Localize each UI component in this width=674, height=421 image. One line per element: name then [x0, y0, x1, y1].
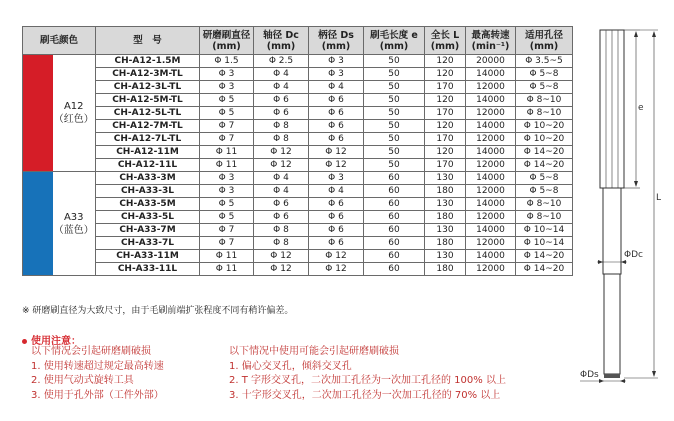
cell-diameter: Φ 7 [200, 133, 254, 146]
cell-model: CH-A33-7M [96, 224, 200, 237]
footnote: ※ 研磨刷直径为大致尺寸，由于毛刷前端扩张程度不同有稍许偏差。 [22, 306, 294, 316]
cell-dc: Φ 4 [254, 81, 309, 94]
cell-dc: Φ 12 [254, 250, 309, 263]
material-name: A12 [63, 101, 84, 112]
cell-hole: Φ 5~8 [516, 185, 573, 198]
cell-ds: Φ 12 [309, 146, 364, 159]
table-body [23, 55, 573, 276]
cell-model: CH-A33-3M [96, 172, 200, 185]
cell-speed: 14000 [466, 146, 516, 159]
table-row [23, 133, 573, 146]
cell-speed: 14000 [466, 120, 516, 133]
cell-e: 50 [364, 133, 425, 146]
spec-table [22, 26, 573, 276]
bullet-icon [22, 339, 27, 344]
cell-model: CH-A12-5M-TL [96, 94, 200, 107]
cell-speed: 12000 [466, 81, 516, 94]
cell-e: 50 [364, 94, 425, 107]
column-header-label: 最高转速 [471, 29, 510, 41]
color-swatch [23, 55, 53, 172]
cell-L: 170 [425, 81, 466, 94]
column-header-unit: (mm) [430, 40, 460, 52]
cell-diameter: Φ 3 [200, 172, 254, 185]
cell-ds: Φ 6 [309, 107, 364, 120]
cell-L: 120 [425, 146, 466, 159]
column-header-label: 型 号 [133, 35, 162, 46]
cell-hole: Φ 3.5~5 [516, 55, 573, 68]
cell-e: 60 [364, 224, 425, 237]
caution-left-item: 2. 使用气动式旋转工具 [31, 375, 134, 386]
column-header-label: 刷毛颜色 [39, 35, 78, 46]
cell-ds: Φ 4 [309, 81, 364, 94]
cell-e: 50 [364, 159, 425, 172]
cell-e: 60 [364, 185, 425, 198]
cell-L: 130 [425, 198, 466, 211]
dimension-L [624, 30, 661, 378]
cell-hole: Φ 8~10 [516, 211, 573, 224]
cell-speed: 14000 [466, 94, 516, 107]
cell-L: 120 [425, 94, 466, 107]
cell-ds: Φ 6 [309, 198, 364, 211]
label-dc: ΦDc [624, 250, 643, 260]
color-swatch [23, 172, 53, 276]
cell-dc: Φ 2.5 [254, 55, 309, 68]
column-header-unit: (mm) [529, 40, 559, 52]
cell-model: CH-A12-5L-TL [96, 107, 200, 120]
cell-e: 60 [364, 172, 425, 185]
cell-model: CH-A33-5M [96, 198, 200, 211]
cell-ds: Φ 6 [309, 237, 364, 250]
cell-ds: Φ 12 [309, 250, 364, 263]
cell-diameter: Φ 11 [200, 250, 254, 263]
table-row [23, 237, 573, 250]
cell-L: 180 [425, 263, 466, 276]
cell-speed: 12000 [466, 263, 516, 276]
cell-dc: Φ 6 [254, 94, 309, 107]
table-row [23, 146, 573, 159]
cell-e: 60 [364, 198, 425, 211]
cell-speed: 12000 [466, 237, 516, 250]
cell-L: 130 [425, 172, 466, 185]
cell-diameter: Φ 5 [200, 94, 254, 107]
caution-right-item: 1. 偏心交叉孔，倾斜交叉孔 [229, 360, 352, 372]
column-header-label: 柄径 Ds [318, 29, 354, 41]
cell-dc: Φ 12 [254, 159, 309, 172]
cell-e: 60 [364, 237, 425, 250]
cell-model: CH-A12-11M [96, 146, 200, 159]
column-header-unit: (mm) [212, 40, 241, 52]
cell-speed: 14000 [466, 198, 516, 211]
caution-title-text: 使用注意： [31, 336, 81, 347]
column-header [466, 27, 516, 55]
cell-L: 120 [425, 120, 466, 133]
table-row [23, 81, 573, 94]
cell-ds: Φ 3 [309, 172, 364, 185]
caution-left-list [31, 345, 164, 403]
material-cell [53, 172, 96, 276]
column-header [200, 27, 254, 55]
cell-model: CH-A33-5L [96, 211, 200, 224]
cell-speed: 14000 [466, 224, 516, 237]
cell-L: 180 [425, 211, 466, 224]
material-color-label: （红色） [53, 114, 94, 125]
cell-ds: Φ 3 [309, 68, 364, 81]
table-row [23, 94, 573, 107]
cell-speed: 12000 [466, 133, 516, 146]
cell-L: 170 [425, 159, 466, 172]
cell-hole: Φ 10~14 [516, 224, 573, 237]
cell-speed: 12000 [466, 159, 516, 172]
label-L: L [656, 193, 662, 203]
cell-dc: Φ 8 [254, 237, 309, 250]
material-name: A33 [63, 211, 84, 223]
cell-dc: Φ 8 [254, 120, 309, 133]
cell-speed: 14000 [466, 68, 516, 81]
cell-hole: Φ 5~8 [516, 81, 573, 94]
table-row [23, 198, 573, 211]
cell-model: CH-A12-7L-TL [96, 133, 200, 146]
cell-diameter: Φ 7 [200, 224, 254, 237]
cell-model: CH-A12-11L [96, 159, 200, 172]
cell-diameter: Φ 7 [200, 120, 254, 133]
cell-model: CH-A12-3L-TL [96, 81, 200, 94]
column-header-unit: (min⁻¹) [471, 40, 510, 52]
cell-ds: Φ 12 [309, 159, 364, 172]
cell-hole: Φ 8~10 [516, 198, 573, 211]
cell-hole: Φ 8~10 [516, 107, 573, 120]
cell-diameter: Φ 5 [200, 107, 254, 120]
cell-model: CH-A33-11M [96, 250, 200, 263]
cell-ds: Φ 6 [309, 211, 364, 224]
cell-L: 120 [425, 68, 466, 81]
cell-e: 60 [364, 263, 425, 276]
table-header [23, 27, 573, 55]
cell-speed: 12000 [466, 107, 516, 120]
cell-diameter: Φ 11 [200, 159, 254, 172]
cell-speed: 14000 [466, 250, 516, 263]
caution-left-heading: 以下情况会引起研磨刷破损 [31, 346, 151, 357]
table-row [23, 159, 573, 172]
cell-speed: 12000 [466, 211, 516, 224]
cell-dc: Φ 6 [254, 198, 309, 211]
cell-hole: Φ 10~20 [516, 120, 573, 133]
shank [604, 274, 620, 374]
cell-hole: Φ 8~10 [516, 94, 573, 107]
table-row [23, 250, 573, 263]
cell-e: 50 [364, 81, 425, 94]
caution-right-item: 3. 十字形交叉孔，二次加工孔径为一次加工孔径的 70% 以上 [229, 389, 501, 401]
column-header [254, 27, 309, 55]
column-header-unit: (mm) [321, 40, 351, 52]
caution-right-heading: 以下情况中使用可能会引起研磨刷破损 [229, 346, 399, 357]
cell-hole: Φ 14~20 [516, 263, 573, 276]
dimension-e [624, 30, 644, 188]
cell-dc: Φ 12 [254, 263, 309, 276]
column-header-unit: (mm) [266, 40, 296, 52]
cell-model: CH-A33-11L [96, 263, 200, 276]
cell-speed: 14000 [466, 172, 516, 185]
table-row [23, 55, 573, 68]
cell-e: 50 [364, 55, 425, 68]
cell-L: 180 [425, 237, 466, 250]
cell-hole: Φ 10~14 [516, 237, 573, 250]
cell-dc: Φ 6 [254, 211, 309, 224]
cell-L: 130 [425, 224, 466, 237]
column-header-label: 适用孔径 [524, 29, 563, 41]
cell-hole: Φ 5~8 [516, 68, 573, 81]
label-ds: ΦDs [580, 370, 599, 380]
column-header [96, 27, 200, 55]
cell-speed: 12000 [466, 185, 516, 198]
column-header-unit: (mm) [379, 40, 409, 52]
cell-diameter: Φ 7 [200, 237, 254, 250]
cell-diameter: Φ 11 [200, 146, 254, 159]
cell-dc: Φ 6 [254, 107, 309, 120]
caution-right-list [229, 345, 506, 403]
cell-hole: Φ 14~20 [516, 250, 573, 263]
cell-dc: Φ 4 [254, 185, 309, 198]
cell-ds: Φ 6 [309, 120, 364, 133]
column-header-label: 刷毛长度 e [370, 29, 418, 41]
cell-diameter: Φ 5 [200, 198, 254, 211]
cell-model: CH-A12-3M-TL [96, 68, 200, 81]
cell-dc: Φ 8 [254, 224, 309, 237]
cell-e: 60 [364, 211, 425, 224]
cell-e: 50 [364, 107, 425, 120]
cell-L: 170 [425, 133, 466, 146]
cell-L: 170 [425, 107, 466, 120]
caution-right-item: 2. T 字形交叉孔，二次加工孔径为一次加工孔径的 100% 以上 [229, 375, 506, 386]
column-header [23, 27, 96, 55]
table-row [23, 224, 573, 237]
cell-diameter: Φ 5 [200, 211, 254, 224]
column-header-label: 轴径 Dc [263, 29, 299, 41]
cell-model: CH-A33-7L [96, 237, 200, 250]
label-e: e [638, 103, 644, 113]
cell-diameter: Φ 3 [200, 81, 254, 94]
material-color-label: （蓝色） [53, 224, 94, 236]
cell-diameter: Φ 3 [200, 185, 254, 198]
column-header [364, 27, 425, 55]
table-row [23, 172, 573, 185]
column-header [309, 27, 364, 55]
cell-model: CH-A12-7M-TL [96, 120, 200, 133]
cell-e: 60 [364, 250, 425, 263]
cell-ds: Φ 12 [309, 263, 364, 276]
cell-speed: 20000 [466, 55, 516, 68]
cell-diameter: Φ 1.5 [200, 55, 254, 68]
caution-left-item: 1. 使用转速超过规定最高转速 [31, 360, 164, 372]
cell-model: CH-A12-1.5M [96, 55, 200, 68]
table-row [23, 68, 573, 81]
cell-e: 50 [364, 68, 425, 81]
caution-left-item: 3. 使用于孔外部（工件外部） [31, 389, 164, 401]
cell-dc: Φ 12 [254, 146, 309, 159]
brush-dimension-diagram [560, 0, 674, 421]
bristle-section [600, 30, 624, 188]
cell-ds: Φ 6 [309, 133, 364, 146]
cell-e: 50 [364, 120, 425, 133]
cell-L: 130 [425, 250, 466, 263]
column-header [425, 27, 466, 55]
cell-ds: Φ 6 [309, 224, 364, 237]
cell-hole: Φ 14~20 [516, 159, 573, 172]
cell-dc: Φ 8 [254, 133, 309, 146]
cell-L: 120 [425, 55, 466, 68]
table-row [23, 211, 573, 224]
cell-model: CH-A33-3L [96, 185, 200, 198]
table-row [23, 107, 573, 120]
table-row [23, 120, 573, 133]
cell-diameter: Φ 11 [200, 263, 254, 276]
column-header-label: 研磨刷直径 [202, 29, 251, 41]
cell-dc: Φ 4 [254, 172, 309, 185]
column-header-label: 全长 L [430, 29, 460, 41]
cell-ds: Φ 6 [309, 94, 364, 107]
material-cell [53, 55, 96, 172]
cell-ds: Φ 3 [309, 55, 364, 68]
cell-dc: Φ 4 [254, 68, 309, 81]
table-row [23, 185, 573, 198]
shaft [603, 188, 621, 274]
cell-ds: Φ 4 [309, 185, 364, 198]
cell-hole: Φ 14~20 [516, 146, 573, 159]
cell-diameter: Φ 3 [200, 68, 254, 81]
cell-L: 180 [425, 185, 466, 198]
table-row [23, 263, 573, 276]
cell-hole: Φ 10~20 [516, 133, 573, 146]
cell-hole: Φ 5~8 [516, 172, 573, 185]
cell-e: 50 [364, 146, 425, 159]
